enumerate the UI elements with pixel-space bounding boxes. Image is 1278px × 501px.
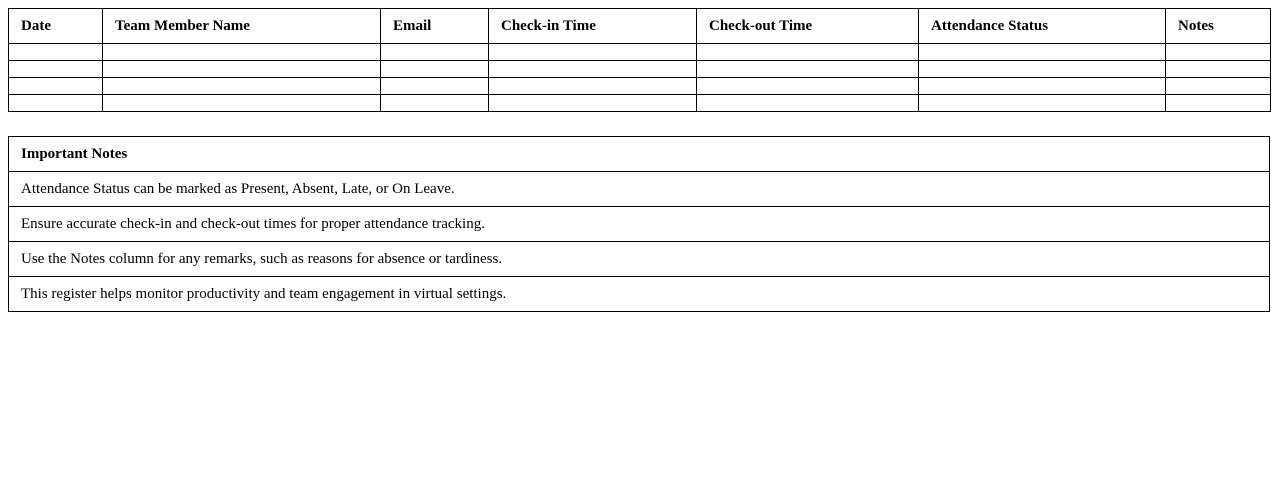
list-item	[9, 277, 1270, 312]
table-cell	[1166, 61, 1271, 78]
list-item	[9, 172, 1270, 207]
column-header-notes: Notes	[1166, 9, 1271, 44]
note-text: Attendance Status can be marked as Present, Absent, Late, or On Leave.	[9, 172, 1270, 207]
table-row	[9, 61, 1271, 78]
table-cell	[919, 78, 1166, 95]
table-cell	[103, 61, 381, 78]
table-header-row	[9, 9, 1271, 44]
table-cell	[9, 95, 103, 112]
note-text: Ensure accurate check-in and check-out times for proper attendance tracking.	[9, 207, 1270, 242]
note-text: Use the Notes column for any remarks, such as reasons for absence or tardiness.	[9, 242, 1270, 277]
column-header-attendance-status: Attendance Status	[919, 9, 1166, 44]
table-cell	[489, 95, 697, 112]
table-row	[9, 44, 1271, 61]
attendance-register-table	[8, 8, 1271, 112]
table-cell	[381, 95, 489, 112]
list-item	[9, 207, 1270, 242]
table-cell	[919, 95, 1166, 112]
table-cell	[1166, 78, 1271, 95]
table-cell	[919, 61, 1166, 78]
table-cell	[103, 44, 381, 61]
table-cell	[381, 44, 489, 61]
column-header-date: Date	[9, 9, 103, 44]
table-cell	[103, 95, 381, 112]
table-cell	[1166, 44, 1271, 61]
important-notes-table	[8, 136, 1270, 312]
notes-header-row	[9, 137, 1270, 172]
important-notes-heading: Important Notes	[9, 137, 1270, 172]
table-cell	[697, 78, 919, 95]
table-cell	[381, 61, 489, 78]
table-cell	[9, 78, 103, 95]
table-cell	[697, 44, 919, 61]
column-header-check-out-time: Check-out Time	[697, 9, 919, 44]
table-cell	[9, 44, 103, 61]
table-cell	[489, 61, 697, 78]
table-cell	[9, 61, 103, 78]
table-cell	[103, 78, 381, 95]
table-cell	[697, 61, 919, 78]
table-cell	[919, 44, 1166, 61]
table-row	[9, 95, 1271, 112]
table-row	[9, 78, 1271, 95]
table-cell	[697, 95, 919, 112]
column-header-email: Email	[381, 9, 489, 44]
list-item	[9, 242, 1270, 277]
table-cell	[381, 78, 489, 95]
note-text: This register helps monitor productivity and team engagement in virtual settings.	[9, 277, 1270, 312]
table-cell	[489, 78, 697, 95]
column-header-team-member-name: Team Member Name	[103, 9, 381, 44]
table-cell	[489, 44, 697, 61]
column-header-check-in-time: Check-in Time	[489, 9, 697, 44]
table-cell	[1166, 95, 1271, 112]
